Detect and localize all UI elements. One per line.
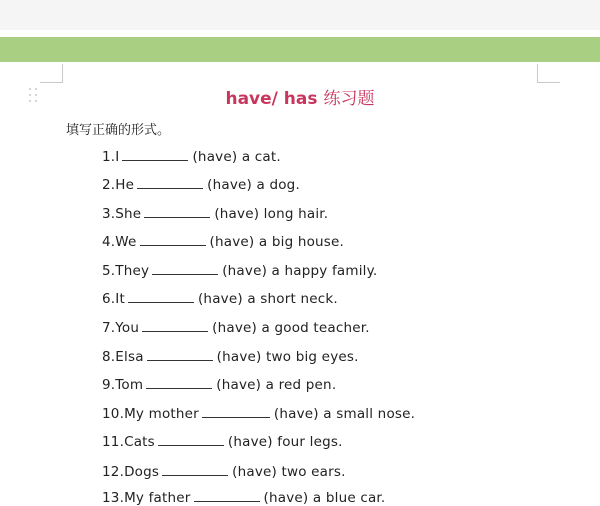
title-cn: 练习题	[323, 89, 375, 109]
answer-blank[interactable]	[128, 290, 194, 303]
exercise-prefix: 6.It	[102, 291, 125, 307]
exercise-prefix: 3.She	[102, 206, 142, 222]
answer-blank[interactable]	[194, 489, 260, 502]
exercise-prefix: 8.Elsa	[102, 349, 144, 365]
answer-blank[interactable]	[147, 348, 213, 361]
instruction-text: 填写正确的形式。	[66, 123, 171, 138]
exercise-rest: (have) four legs.	[227, 434, 343, 450]
exercise-item	[102, 148, 281, 165]
exercise-prefix: 1.I	[102, 149, 120, 165]
exercise-rest: (have) a big house.	[209, 234, 345, 250]
exercise-rest: (have) long hair.	[214, 206, 329, 222]
margin-marker-left	[40, 64, 63, 83]
exercise-rest: (have) a red pen.	[216, 377, 337, 393]
page-title	[0, 84, 600, 109]
exercise-prefix: 13.My father	[102, 490, 191, 506]
exercise-prefix: 10.My mother	[102, 406, 199, 422]
title-main: have/ has	[225, 89, 318, 109]
answer-blank[interactable]	[140, 233, 206, 246]
header-band	[0, 37, 600, 62]
exercise-prefix: 12.Dogs	[102, 464, 160, 480]
answer-blank[interactable]	[144, 205, 210, 218]
exercise-rest: (have) a happy family.	[222, 263, 378, 279]
exercise-rest: (have) a dog.	[207, 177, 300, 193]
answer-blank[interactable]	[142, 319, 208, 332]
answer-blank[interactable]	[146, 376, 212, 389]
exercise-item	[102, 376, 336, 393]
exercise-rest: (have) two ears.	[232, 464, 346, 480]
exercise-rest: (have) two big eyes.	[216, 349, 359, 365]
answer-blank[interactable]	[162, 463, 228, 476]
answer-blank[interactable]	[202, 405, 270, 418]
exercise-prefix: 2.He	[102, 177, 135, 193]
exercise-item	[102, 405, 415, 422]
top-toolbar-strip	[0, 0, 600, 30]
exercise-item	[102, 205, 328, 222]
exercise-prefix: 5.They	[102, 263, 150, 279]
answer-blank[interactable]	[158, 433, 224, 446]
exercise-item	[102, 433, 343, 450]
exercise-item	[102, 319, 370, 336]
exercise-rest: (have) a blue car.	[263, 490, 386, 506]
answer-blank[interactable]	[137, 176, 203, 189]
exercise-rest: (have) a small nose.	[273, 406, 416, 422]
answer-blank[interactable]	[152, 262, 218, 275]
exercise-rest: (have) a short neck.	[197, 291, 338, 307]
exercise-prefix: 4.We	[102, 234, 137, 250]
exercise-item	[102, 233, 344, 250]
exercise-item	[102, 290, 338, 307]
exercise-item	[102, 348, 359, 365]
answer-blank[interactable]	[122, 148, 188, 161]
exercise-item	[102, 176, 300, 193]
exercise-prefix: 9.Tom	[102, 377, 144, 393]
exercise-rest: (have) a good teacher.	[212, 320, 370, 336]
exercise-rest: (have) a cat.	[192, 149, 281, 165]
exercise-item	[102, 489, 385, 506]
exercise-item	[102, 262, 377, 279]
exercise-prefix: 7.You	[102, 320, 140, 336]
margin-marker-right	[537, 64, 560, 83]
exercise-item	[102, 463, 346, 480]
exercise-prefix: 11.Cats	[102, 434, 155, 450]
